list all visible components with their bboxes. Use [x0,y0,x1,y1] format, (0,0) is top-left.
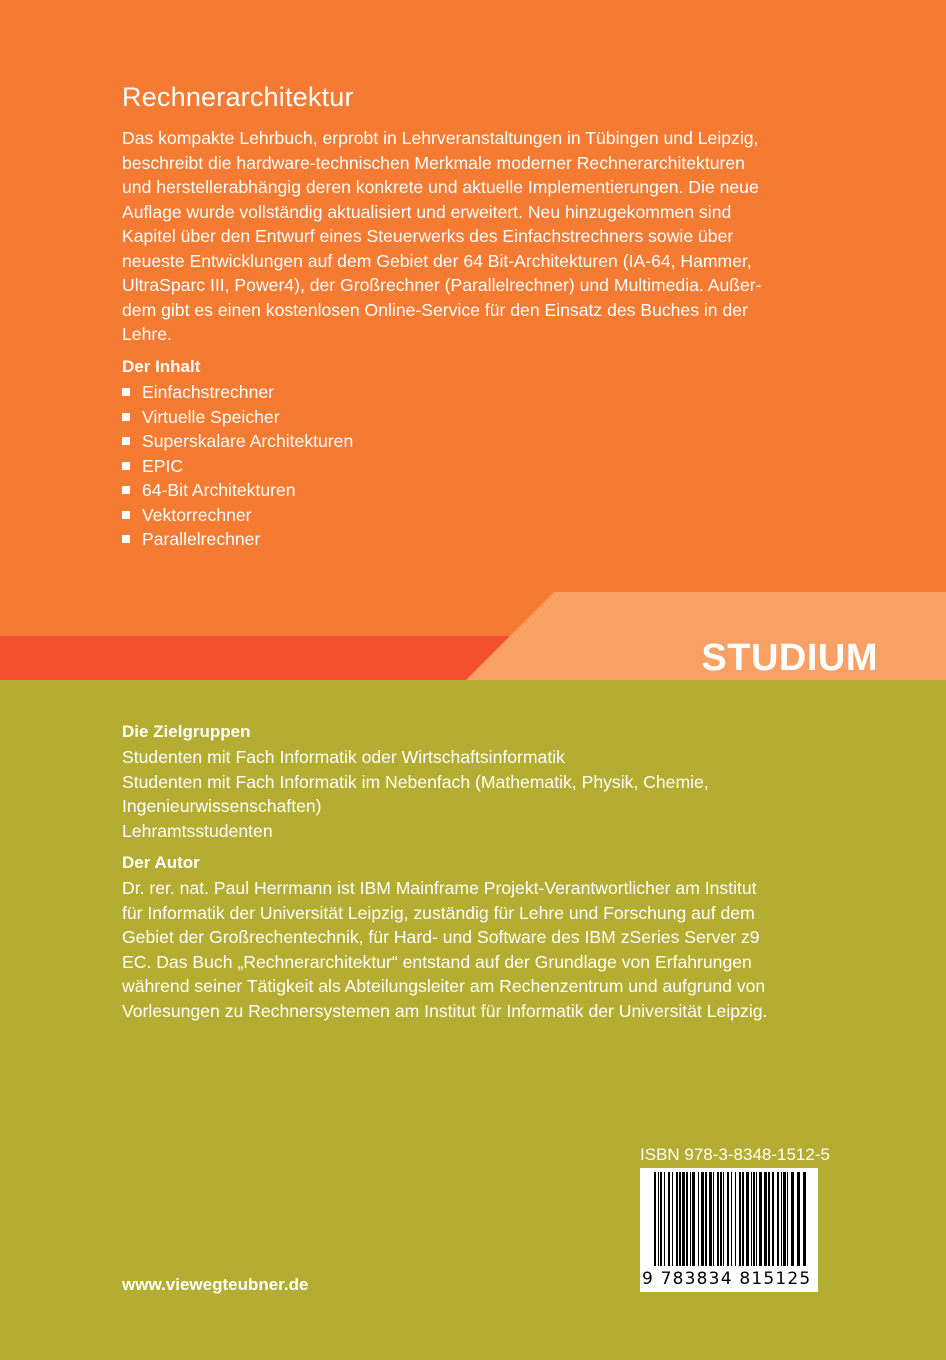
barcode-bar [668,1172,670,1266]
barcode-bar [682,1172,685,1266]
band-red-stripe [0,636,510,680]
barcode-bar [735,1172,736,1266]
barcode-bar [709,1172,712,1266]
description-line: Lehre. [122,324,172,344]
description-line: neueste Entwicklungen auf dem Gebiet der 64 Bit-Architekturen (IA-64, Hammer, [122,250,752,271]
audience-line: Ingenieurwissenschaften) [122,796,322,816]
barcode-bar [713,1172,714,1266]
barcode-bar [690,1172,691,1266]
barcode-bar [658,1172,659,1266]
barcode-bar [679,1172,681,1266]
publisher-url: www.viewegteubner.de [122,1275,309,1294]
series-label: STUDIUM [701,637,878,679]
bullet-icon [122,535,130,543]
barcode-bar [753,1172,755,1266]
barcode-bar [660,1172,662,1266]
list-item [122,405,353,430]
description-line: und herstellerabhängig deren konkrete und aktuelle Implementierungen. Die neue [122,177,759,197]
barcode-bar [781,1172,782,1266]
description-line: Das kompakte Lehrbuch, erprobt in Lehrveranstaltungen in Tübingen und Leipzig, [122,128,759,148]
barcode-bar [783,1172,786,1266]
audience-line: Studenten mit Fach Informatik oder Wirtschaftsinformatik [122,747,565,767]
barcode-bar [746,1172,749,1266]
barcode-bar [764,1172,767,1266]
isbn-label: ISBN 978-3-8348-1512-5 [640,1145,830,1164]
barcode-bar [698,1172,699,1266]
list-item [122,478,353,503]
barcode-bar [705,1172,707,1266]
list-item-label: EPIC [142,455,184,476]
list-item [122,503,353,528]
barcode-bar [759,1172,762,1266]
book-description [122,126,822,347]
contents-list [122,380,353,552]
barcode-digits: 9 783834 815125 [642,1269,812,1289]
author-line: Dr. rer. nat. Paul Herrmann ist IBM Mainframe Projekt-Verantwortlicher am Institut [122,878,757,898]
barcode-bar [797,1172,800,1266]
audience-text [122,745,842,843]
bullet-icon [122,486,130,494]
list-item-label: Superskalare Architekturen [142,431,354,451]
description-line: Kapitel über den Entwurf eines Steuerwerks des Einfachstrechners sowie über [122,226,734,246]
barcode-bars [640,1168,818,1272]
barcode-bar [723,1172,724,1266]
barcode-bar [664,1172,665,1266]
list-item [122,380,353,405]
barcode-bar [787,1172,788,1266]
author-bio [122,876,842,1023]
barcode-bar [791,1172,794,1266]
list-item [122,429,353,454]
barcode-bar [727,1172,729,1266]
list-item-label: Virtuelle Speicher [142,406,280,427]
contents-heading: Der Inhalt [122,357,201,376]
author-line: während seiner Tätigkeit als Abteilungsleiter am Rechenzentrum und aufgrund von [122,976,766,996]
list-item-label: 64-Bit Architekturen [142,480,296,500]
author-heading: Der Autor [122,853,200,872]
barcode-bar [720,1172,722,1266]
barcode-bar [692,1172,695,1266]
bullet-icon [122,511,130,519]
list-item-label: Vektorrechner [142,504,252,525]
bullet-icon [122,413,130,421]
barcode-bar [756,1172,757,1266]
barcode-bar [768,1172,770,1266]
barcode-bar [672,1172,673,1266]
barcode-bar [772,1172,774,1266]
barcode [640,1168,818,1292]
description-line: UltraSparc III, Power4), der Großrechner (Parallelrechner) und Multimedia. Außer- [122,275,762,295]
description-line: beschreibt die hardware-technischen Merkmale moderner Rechnerarchitekturen [122,152,745,173]
barcode-bar [654,1172,656,1266]
barcode-bar [751,1172,752,1266]
barcode-bar [731,1172,732,1266]
bullet-icon [122,462,130,470]
bullet-icon [122,388,130,396]
audience-line: Studenten mit Fach Informatik im Nebenfach (Mathematik, Physik, Chemie, [122,771,709,792]
author-line: Gebiet der Großrechentechnik, für Hard- und Software des IBM zSeries Server z9 [122,927,760,947]
author-line: für Informatik der Universität Leipzig, zuständig für Lehre und Forschung auf dem [122,902,755,923]
list-item [122,454,353,479]
description-line: Auflage wurde vollständig aktualisiert und erweitert. Neu hinzugekommen sind [122,201,732,222]
author-line: EC. Das Buch „Rechnerarchitektur“ entstand auf der Grundlage von Erfahrungen [122,951,752,972]
barcode-bar [686,1172,688,1266]
barcode-bar [717,1172,719,1266]
author-line: Vorlesungen zu Rechnersystemen am Institut für Informatik der Universität Leipzig. [122,1000,768,1021]
barcode-bar [777,1172,779,1266]
barcode-bar [803,1172,806,1266]
list-item-label: Parallelrechner [142,529,261,549]
barcode-bar [742,1172,744,1266]
barcode-bar [676,1172,678,1266]
description-line: dem gibt es einen kostenlosen Online-Service für den Einsatz des Buches in der [122,299,748,320]
audience-heading: Die Zielgruppen [122,722,251,741]
audience-line: Lehramtsstudenten [122,820,273,841]
bullet-icon [122,437,130,445]
list-item [122,527,353,552]
barcode-bar [701,1172,704,1266]
book-title: Rechnerarchitektur [122,82,354,112]
list-item-label: Einfachstrechner [142,382,275,402]
barcode-bar [739,1172,741,1266]
